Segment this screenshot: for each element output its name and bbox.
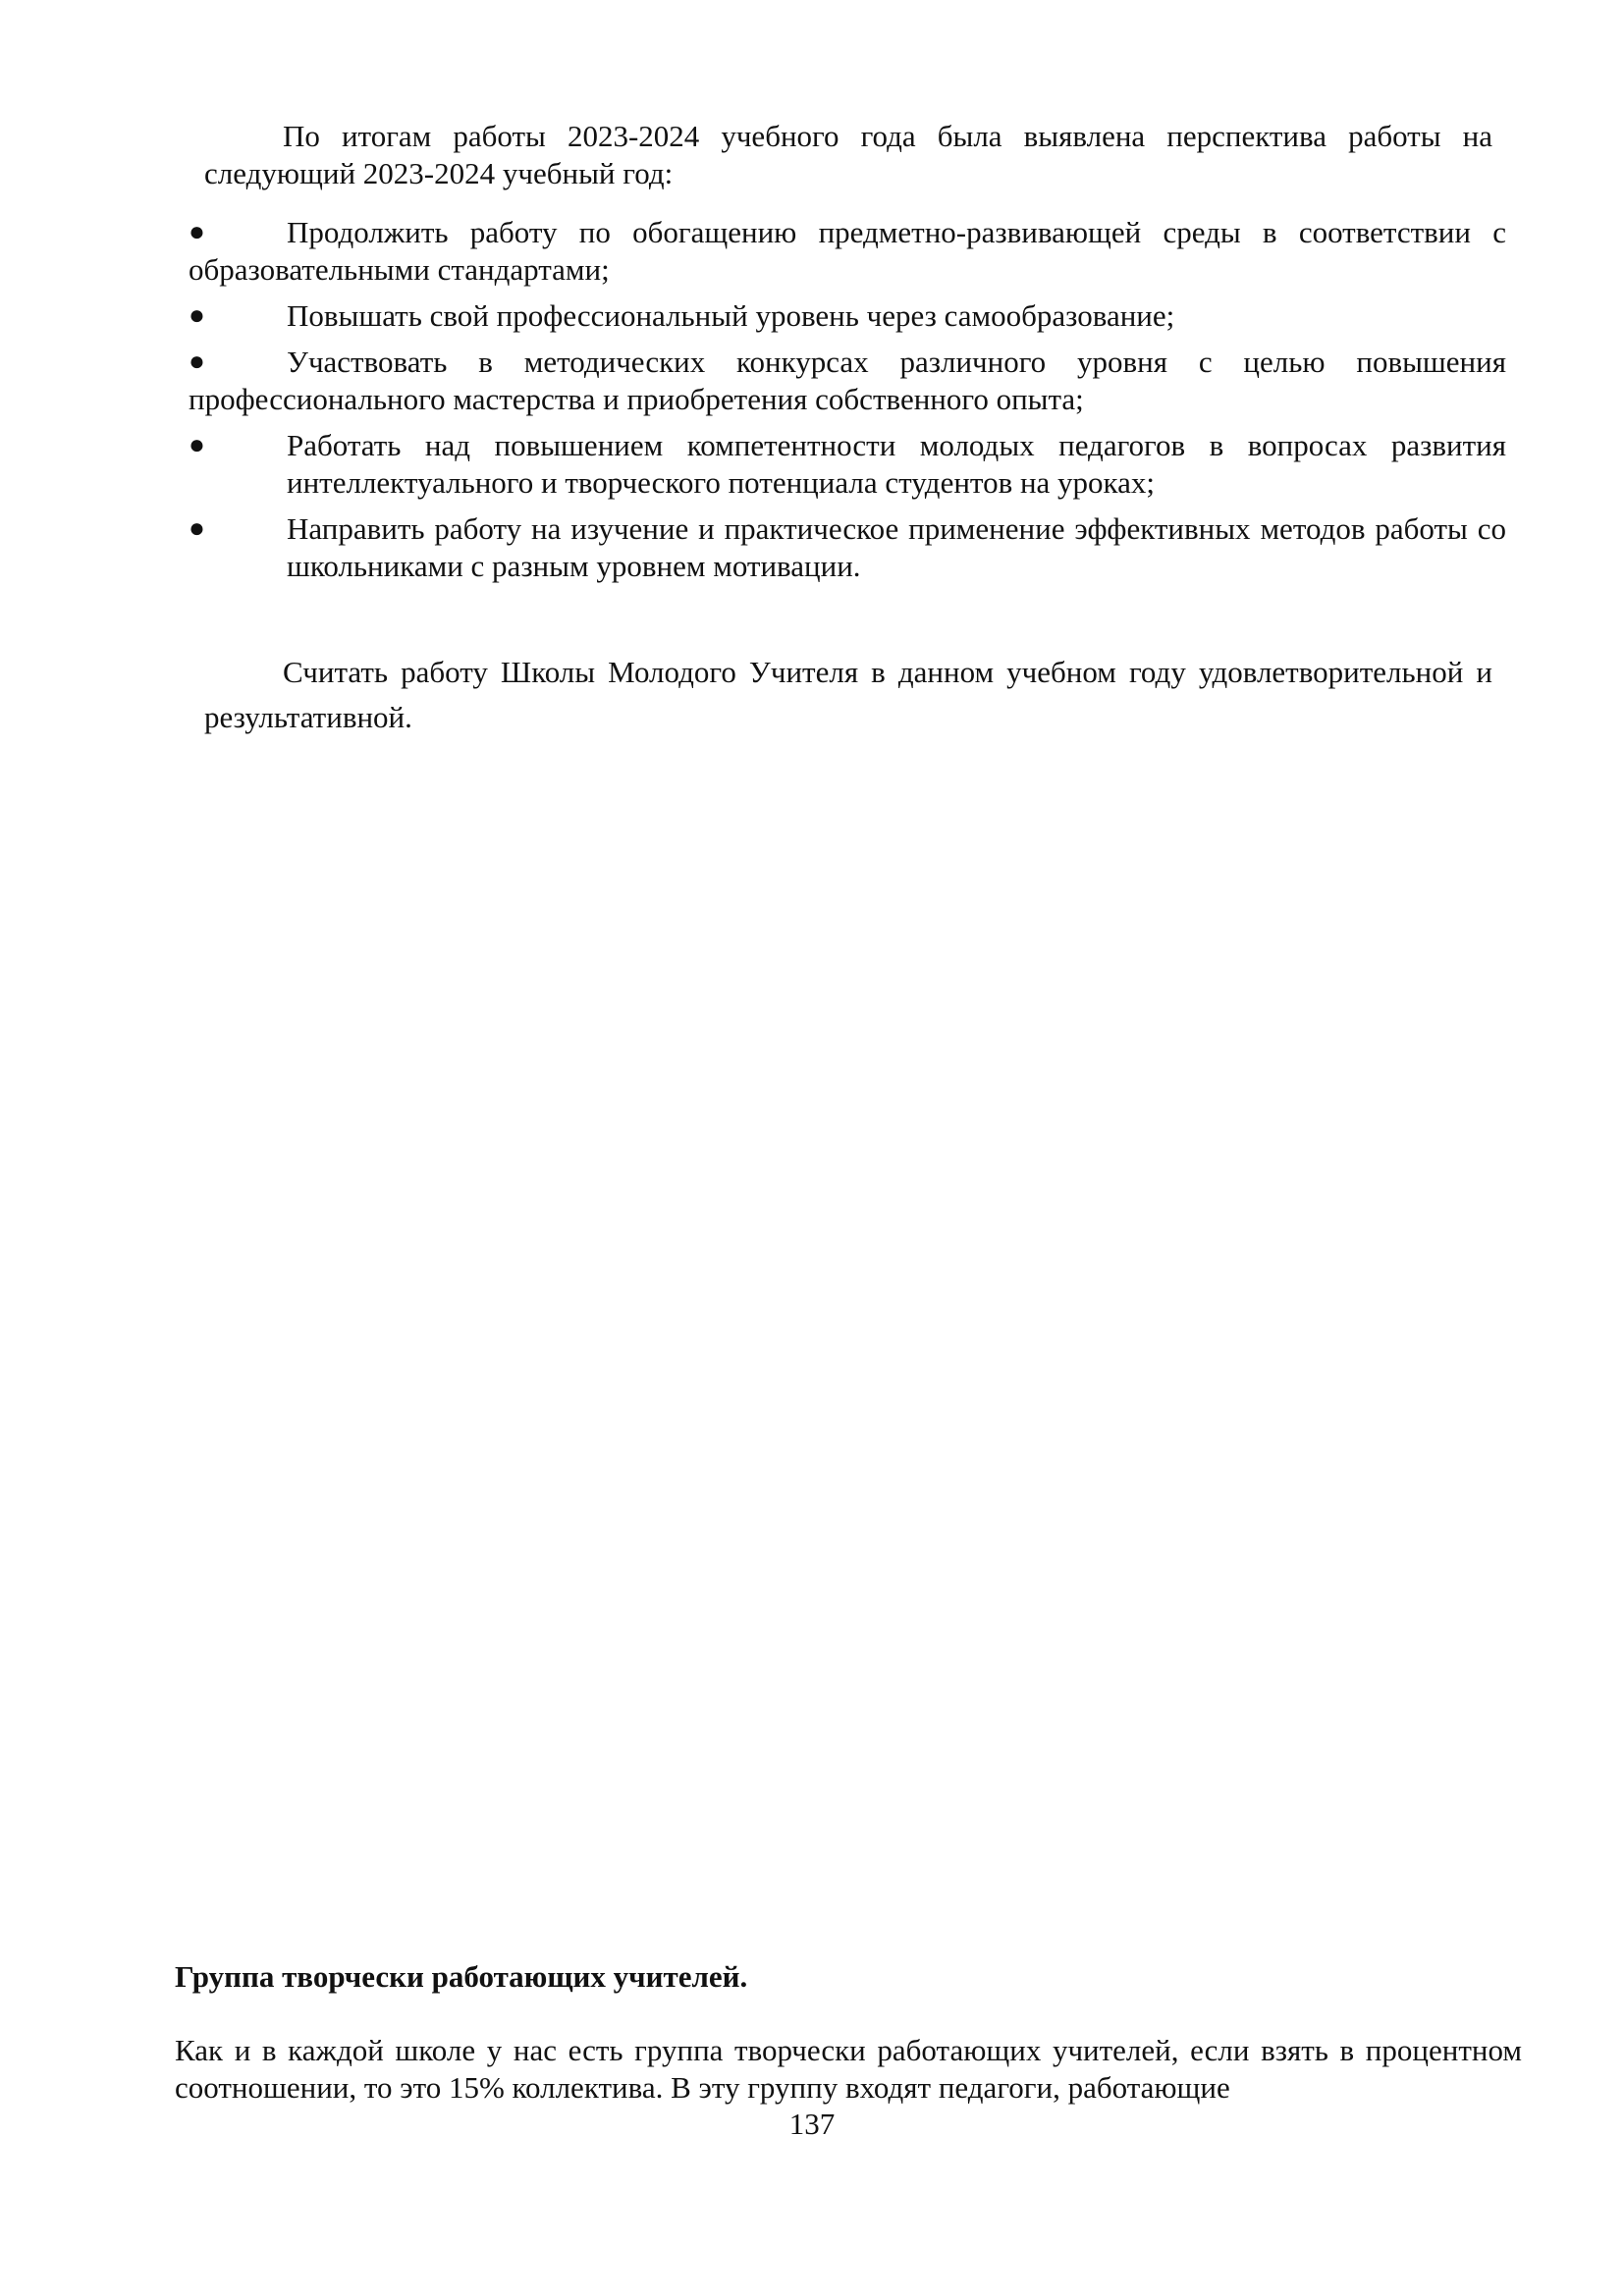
bullet-icon: ● xyxy=(189,513,205,544)
bullet-icon: ● xyxy=(189,430,205,460)
list-item-text: Продолжить работу по обогащению предметно-развивающей среды в соответствии с образовательными стандартами; xyxy=(189,215,1506,287)
list-item-text: Работать над повышением компетентности молодых педагогов в вопросах развития интеллектуального и творческого потенциала студентов на уроках; xyxy=(287,428,1506,500)
list-item xyxy=(189,510,1506,585)
section-heading: Группа творчески работающих учителей. xyxy=(175,1959,748,1994)
list-item xyxy=(189,427,1506,502)
bullet-list xyxy=(189,214,1506,594)
list-item xyxy=(189,214,1506,289)
list-item-text: Направить работу на изучение и практическое применение эффективных методов работы со школьниками с разным уровнем мотивации. xyxy=(287,511,1506,583)
bullet-icon: ● xyxy=(189,217,205,247)
bullet-icon: ● xyxy=(189,300,205,331)
list-item-text: Повышать свой профессиональный уровень через самообразование; xyxy=(287,298,1175,333)
page-number: 137 xyxy=(788,2107,836,2141)
list-item-text: Участвовать в методических конкурсах различного уровня с целью повышения профессионального мастерства и приобретения собственного опыта; xyxy=(189,345,1506,416)
bullet-icon: ● xyxy=(189,347,205,377)
section-paragraph: Как и в каждой школе у нас есть группа творчески работающих учителей, если взять в процентном соотношении, то это 15% коллектива. В эту группу входят педагоги, работающие xyxy=(175,2033,1522,2105)
list-item xyxy=(189,344,1506,418)
list-item xyxy=(189,297,1506,335)
conclusion-paragraph: Считать работу Школы Молодого Учителя в данном учебном году удовлетворительной и результативной. xyxy=(204,655,1492,734)
intro-paragraph: По итогам работы 2023-2024 учебного года была выявлена перспектива работы на следующий 2023-2024 учебный год: xyxy=(204,119,1492,190)
